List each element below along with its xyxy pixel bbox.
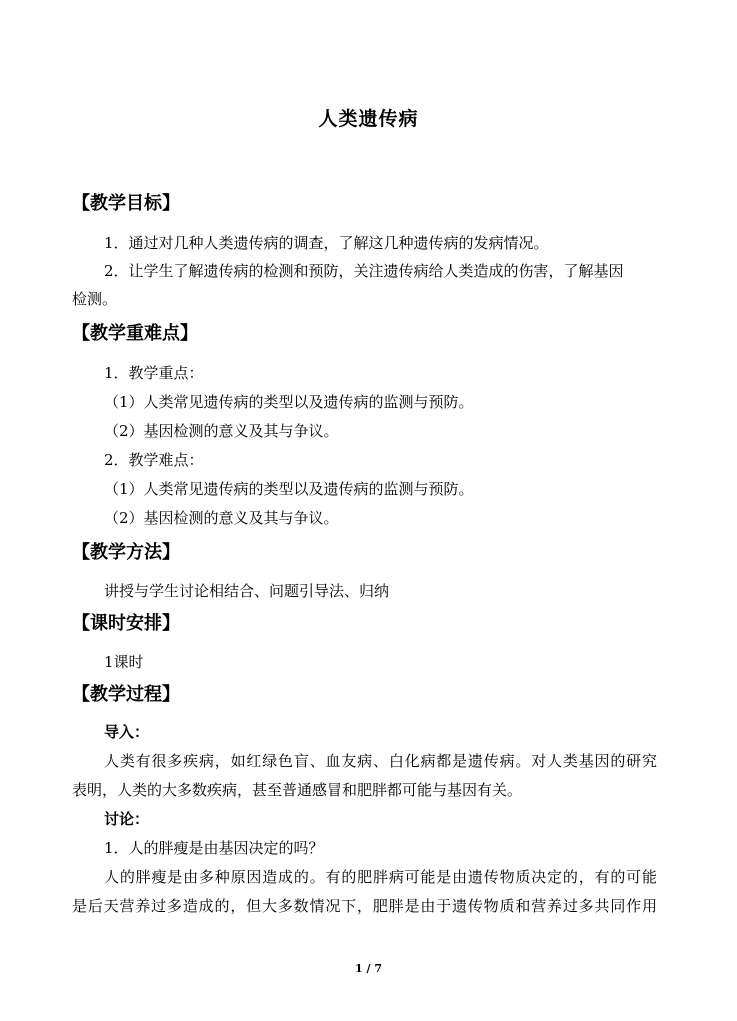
heading-objectives: 【教学目标】	[72, 193, 180, 214]
document-title: 人类遗传病	[318, 108, 419, 130]
key-point-1: 1．教学重点：	[104, 364, 204, 382]
heading-methods: 【教学方法】	[72, 542, 180, 563]
key-point-2-1: （1）人类常见遗传病的类型以及遗传病的监测与预防。	[104, 480, 474, 498]
intro-label: 导入：	[104, 723, 150, 741]
objective-1: 1．通过对几种人类遗传病的调查，了解这几种遗传病的发病情况。	[104, 234, 549, 252]
key-point-1-2: （2）基因检测的意义及其与争议。	[104, 422, 339, 440]
heading-process: 【教学过程】	[72, 684, 180, 705]
objective-2-cont: 检测。	[72, 290, 118, 308]
key-point-2-2: （2）基因检测的意义及其与争议。	[104, 509, 339, 527]
question-1: 1．人的胖瘦是由基因决定的吗？	[104, 839, 324, 857]
key-point-2: 2．教学难点：	[104, 451, 204, 469]
schedule-text: 1课时	[104, 653, 144, 671]
page-number: 1 / 7	[355, 962, 382, 975]
answer-1-line-1: 人的胖瘦是由多种原因造成的。有的肥胖病可能是由遗传物质决定的，有的可能	[104, 868, 657, 886]
intro-text-2: 表明，人类的大多数疾病，甚至普通感冒和肥胖都可能与基因有关。	[72, 781, 523, 799]
heading-key-points: 【教学重难点】	[72, 323, 198, 344]
discuss-label: 讨论：	[104, 810, 150, 828]
heading-schedule: 【课时安排】	[72, 613, 180, 634]
methods-text: 讲授与学生讨论相结合、问题引导法、归纳	[104, 582, 390, 600]
intro-text-1: 人类有很多疾病，如红绿色盲、血友病、白化病都是遗传病。对人类基因的研究	[104, 752, 657, 770]
objective-2: 2．让学生了解遗传病的检测和预防，关注遗传病给人类造成的伤害，了解基因	[104, 262, 624, 280]
answer-1-line-2: 是后天营养过多造成的，但大多数情况下，肥胖是由于遗传物质和营养过多共同作用	[72, 897, 657, 915]
key-point-1-1: （1）人类常见遗传病的类型以及遗传病的监测与预防。	[104, 393, 474, 411]
